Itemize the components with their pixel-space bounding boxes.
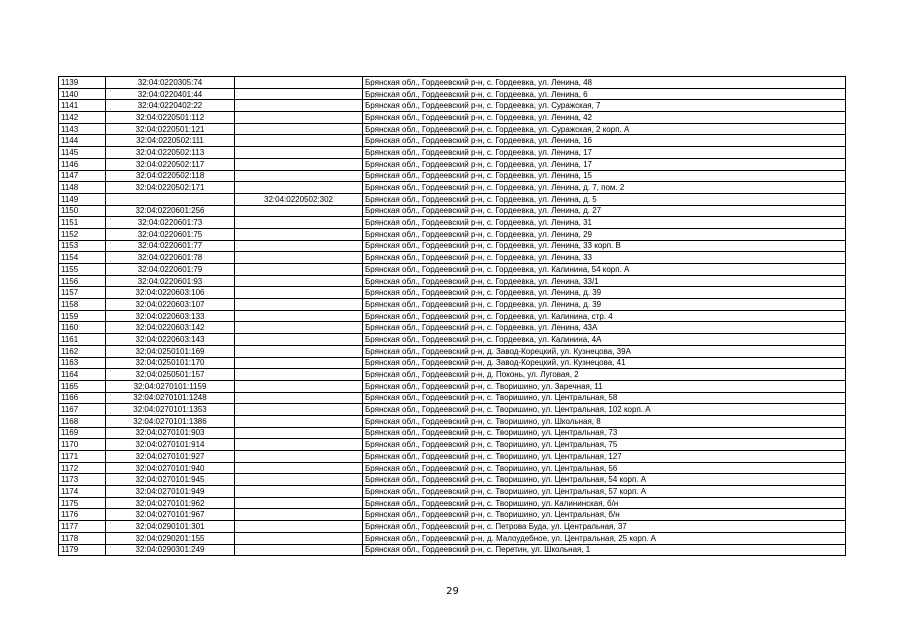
row-number-cell: 1146: [59, 158, 106, 170]
row-number-cell: 1175: [59, 497, 106, 509]
cadastral-number-cell: 32:04:0220603:143: [106, 334, 235, 346]
cadastral-number-cell: 32:04:0220601:93: [106, 275, 235, 287]
table-row: [59, 380, 846, 392]
cadastral-number-cell: 32:04:0220502:118: [106, 170, 235, 182]
cadastral-number-cell: 32:04:0270101:1248: [106, 392, 235, 404]
address-cell: Брянская обл., Гордеевский р-н, с. Творишино, ул. Центральная, 75: [363, 439, 846, 451]
row-number-cell: 1141: [59, 100, 106, 112]
previous-number-cell: [235, 158, 363, 170]
previous-number-cell: [235, 462, 363, 474]
address-cell: Брянская обл., Гордеевский р-н, с. Творишино, ул. Центральная, 56: [363, 462, 846, 474]
address-cell: Брянская обл., Гордеевский р-н, с. Гордеевка, ул. Ленина, 29: [363, 228, 846, 240]
previous-number-cell: [235, 264, 363, 276]
table-row: [59, 182, 846, 194]
cadastral-number-cell: 32:04:0270101:903: [106, 427, 235, 439]
previous-number-cell: [235, 112, 363, 124]
previous-number-cell: [235, 322, 363, 334]
address-cell: Брянская обл., Гордеевский р-н, с. Гордеевка, ул. Ленина, 15: [363, 170, 846, 182]
table-row: [59, 357, 846, 369]
previous-number-cell: [235, 287, 363, 299]
row-number-cell: 1168: [59, 415, 106, 427]
row-number-cell: 1139: [59, 77, 106, 89]
table-row: [59, 310, 846, 322]
cadastral-number-cell: 32:04:0220305:74: [106, 77, 235, 89]
row-number-cell: 1161: [59, 334, 106, 346]
address-cell: Брянская обл., Гордеевский р-н, с. Гордеевка, ул. Калинина, стр. 4: [363, 310, 846, 322]
previous-number-cell: [235, 392, 363, 404]
table-row: [59, 205, 846, 217]
row-number-cell: 1151: [59, 217, 106, 229]
cadastral-number-cell: 32:04:0220603:107: [106, 299, 235, 311]
previous-number-cell: [235, 240, 363, 252]
cadastral-number-cell: 32:04:0270101:967: [106, 509, 235, 521]
table-row: [59, 404, 846, 416]
table-row: [59, 287, 846, 299]
previous-number-cell: [235, 182, 363, 194]
table-row: [59, 544, 846, 556]
address-cell: Брянская обл., Гордеевский р-н, с. Творишино, ул. Центральная, 127: [363, 451, 846, 463]
table-row: [59, 135, 846, 147]
address-cell: Брянская обл., Гордеевский р-н, с. Гордеевка, ул. Ленина, 17: [363, 158, 846, 170]
cadastral-number-cell: 32:04:0270101:914: [106, 439, 235, 451]
table-row: [59, 451, 846, 463]
previous-number-cell: [235, 439, 363, 451]
cadastral-number-cell: [106, 193, 235, 205]
address-cell: Брянская обл., Гордеевский р-н, с. Гордеевка, ул. Ленина, 42: [363, 112, 846, 124]
address-cell: Брянская обл., Гордеевский р-н, с. Гордеевка, ул. Ленина, 48: [363, 77, 846, 89]
address-cell: Брянская обл., Гордеевский р-н, с. Гордеевка, ул. Ленина, д. 27: [363, 205, 846, 217]
cadastral-number-cell: 32:04:0220601:73: [106, 217, 235, 229]
address-cell: Брянская обл., Гордеевский р-н, с. Перетин, ул. Школьная, 1: [363, 544, 846, 556]
address-cell: Брянская обл., Гордеевский р-н, с. Творишино, ул. Заречная, 11: [363, 380, 846, 392]
previous-number-cell: [235, 334, 363, 346]
address-cell: Брянская обл., Гордеевский р-н, с. Гордеевка, ул. Ленина, 17: [363, 147, 846, 159]
address-cell: Брянская обл., Гордеевский р-н, с. Гордеевка, ул. Ленина, д. 39: [363, 287, 846, 299]
row-number-cell: 1140: [59, 88, 106, 100]
previous-number-cell: [235, 532, 363, 544]
previous-number-cell: [235, 310, 363, 322]
cadastral-number-cell: 32:04:0220603:142: [106, 322, 235, 334]
cadastral-number-cell: 32:04:0220502:111: [106, 135, 235, 147]
table-row: [59, 509, 846, 521]
table-row: [59, 299, 846, 311]
row-number-cell: 1147: [59, 170, 106, 182]
previous-number-cell: [235, 369, 363, 381]
row-number-cell: 1165: [59, 380, 106, 392]
table-row: [59, 228, 846, 240]
cadastral-number-cell: 32:04:0290101:301: [106, 521, 235, 533]
table-row: [59, 275, 846, 287]
address-cell: Брянская обл., Гордеевский р-н, д. Малоудебное, ул. Центральная, 25 корп. А: [363, 532, 846, 544]
table-row: [59, 345, 846, 357]
cadastral-number-cell: 32:04:0220502:113: [106, 147, 235, 159]
address-cell: Брянская обл., Гордеевский р-н, с. Гордеевка, ул. Калинина, 54 корп. А: [363, 264, 846, 276]
previous-number-cell: [235, 415, 363, 427]
table-row: [59, 427, 846, 439]
row-number-cell: 1144: [59, 135, 106, 147]
address-cell: Брянская обл., Гордеевский р-н, с. Творишино, ул. Калининская, б/н: [363, 497, 846, 509]
cadastral-number-cell: 32:04:0290301:249: [106, 544, 235, 556]
address-cell: Брянская обл., Гордеевский р-н, с. Гордеевка, ул. Ленина, 6: [363, 88, 846, 100]
row-number-cell: 1163: [59, 357, 106, 369]
address-cell: Брянская обл., Гордеевский р-н, с. Гордеевка, ул. Ленина, 33: [363, 252, 846, 264]
row-number-cell: 1174: [59, 486, 106, 498]
previous-number-cell: [235, 123, 363, 135]
cadastral-number-cell: 32:04:0250501:157: [106, 369, 235, 381]
table-row: [59, 415, 846, 427]
previous-number-cell: [235, 100, 363, 112]
cadastral-number-cell: 32:04:0270101:1386: [106, 415, 235, 427]
row-number-cell: 1155: [59, 264, 106, 276]
row-number-cell: 1156: [59, 275, 106, 287]
cadastral-number-cell: 32:04:0270101:1159: [106, 380, 235, 392]
address-cell: Брянская обл., Гордеевский р-н, с. Гордеевка, ул. Ленина, 33 корп. В: [363, 240, 846, 252]
address-cell: Брянская обл., Гордеевский р-н, с. Гордеевка, ул. Ленина, 43А: [363, 322, 846, 334]
table-row: [59, 112, 846, 124]
page-number: 29: [446, 586, 459, 597]
address-cell: Брянская обл., Гордеевский р-н, с. Творишино, ул. Центральная, 57 корп. А: [363, 486, 846, 498]
row-number-cell: 1154: [59, 252, 106, 264]
cadastral-number-cell: 32:04:0270101:962: [106, 497, 235, 509]
previous-number-cell: [235, 357, 363, 369]
cadastral-number-cell: 32:04:0220501:112: [106, 112, 235, 124]
previous-number-cell: [235, 486, 363, 498]
table-row: [59, 170, 846, 182]
row-number-cell: 1143: [59, 123, 106, 135]
cadastral-number-cell: 32:04:0220501:121: [106, 123, 235, 135]
row-number-cell: 1148: [59, 182, 106, 194]
address-cell: Брянская обл., Гордеевский р-н, д. Завод-Корецкий, ул. Кузнецова, 41: [363, 357, 846, 369]
cadastral-number-cell: 32:04:0220401:44: [106, 88, 235, 100]
address-cell: Брянская обл., Гордеевский р-н, с. Гордеевка, ул. Ленина, д. 39: [363, 299, 846, 311]
cadastral-number-cell: 32:04:0270101:940: [106, 462, 235, 474]
row-number-cell: 1149: [59, 193, 106, 205]
previous-number-cell: [235, 170, 363, 182]
address-cell: Брянская обл., Гордеевский р-н, д. Поконь, ул. Луговая, 2: [363, 369, 846, 381]
cadastral-number-cell: 32:04:0250101:169: [106, 345, 235, 357]
property-register-table: [58, 76, 846, 556]
table-row: [59, 532, 846, 544]
row-number-cell: 1178: [59, 532, 106, 544]
cadastral-number-cell: 32:04:0270101:945: [106, 474, 235, 486]
previous-number-cell: [235, 217, 363, 229]
table-row: [59, 462, 846, 474]
cadastral-number-cell: 32:04:0220601:79: [106, 264, 235, 276]
address-cell: Брянская обл., Гордеевский р-н, с. Гордеевка, ул. Калинина, 4А: [363, 334, 846, 346]
cadastral-number-cell: 32:04:0270101:1353: [106, 404, 235, 416]
table-row: [59, 486, 846, 498]
row-number-cell: 1171: [59, 451, 106, 463]
table-row: [59, 264, 846, 276]
address-cell: Брянская обл., Гордеевский р-н, с. Гордеевка, ул. Ленина, д. 5: [363, 193, 846, 205]
previous-number-cell: [235, 380, 363, 392]
cadastral-number-cell: 32:04:0250101:170: [106, 357, 235, 369]
cadastral-number-cell: 32:04:0220402:22: [106, 100, 235, 112]
previous-number-cell: [235, 205, 363, 217]
table-row: [59, 240, 846, 252]
table-row: [59, 123, 846, 135]
row-number-cell: 1177: [59, 521, 106, 533]
previous-number-cell: [235, 147, 363, 159]
previous-number-cell: [235, 451, 363, 463]
previous-number-cell: [235, 135, 363, 147]
table-row: [59, 147, 846, 159]
table-row: [59, 158, 846, 170]
previous-number-cell: [235, 474, 363, 486]
row-number-cell: 1166: [59, 392, 106, 404]
address-cell: Брянская обл., Гордеевский р-н, с. Творишино, ул. Центральная, 58: [363, 392, 846, 404]
address-cell: Брянская обл., Гордеевский р-н, с. Творишино, ул. Центральная, 54 корп. А: [363, 474, 846, 486]
previous-number-cell: [235, 497, 363, 509]
row-number-cell: 1160: [59, 322, 106, 334]
previous-number-cell: [235, 77, 363, 89]
previous-number-cell: [235, 404, 363, 416]
cadastral-number-cell: 32:04:0220603:106: [106, 287, 235, 299]
register-table-body: [59, 77, 846, 556]
row-number-cell: 1158: [59, 299, 106, 311]
row-number-cell: 1145: [59, 147, 106, 159]
previous-number-cell: [235, 345, 363, 357]
table-row: [59, 369, 846, 381]
table-row: [59, 521, 846, 533]
cadastral-number-cell: 32:04:0220601:75: [106, 228, 235, 240]
row-number-cell: 1172: [59, 462, 106, 474]
table-row: [59, 322, 846, 334]
row-number-cell: 1152: [59, 228, 106, 240]
table-row: [59, 474, 846, 486]
address-cell: Брянская обл., Гордеевский р-н, с. Творишино, ул. Центральная, б/н: [363, 509, 846, 521]
table-row: [59, 193, 846, 205]
cadastral-number-cell: 32:04:0220601:256: [106, 205, 235, 217]
address-cell: Брянская обл., Гордеевский р-н, с. Творишино, ул. Центральная, 73: [363, 427, 846, 439]
row-number-cell: 1142: [59, 112, 106, 124]
table-row: [59, 334, 846, 346]
previous-number-cell: 32:04:0220502:302: [235, 193, 363, 205]
cadastral-number-cell: 32:04:0290201:155: [106, 532, 235, 544]
previous-number-cell: [235, 252, 363, 264]
cadastral-number-cell: 32:04:0220603:133: [106, 310, 235, 322]
table-row: [59, 497, 846, 509]
row-number-cell: 1173: [59, 474, 106, 486]
row-number-cell: 1162: [59, 345, 106, 357]
cadastral-number-cell: 32:04:0220601:77: [106, 240, 235, 252]
row-number-cell: 1179: [59, 544, 106, 556]
row-number-cell: 1153: [59, 240, 106, 252]
row-number-cell: 1167: [59, 404, 106, 416]
address-cell: Брянская обл., Гордеевский р-н, с. Гордеевка, ул. Ленина, 16: [363, 135, 846, 147]
cadastral-number-cell: 32:04:0270101:949: [106, 486, 235, 498]
table-row: [59, 100, 846, 112]
cadastral-number-cell: 32:04:0220502:171: [106, 182, 235, 194]
row-number-cell: 1150: [59, 205, 106, 217]
address-cell: Брянская обл., Гордеевский р-н, с. Гордеевка, ул. Ленина, 33/1: [363, 275, 846, 287]
table-row: [59, 439, 846, 451]
row-number-cell: 1169: [59, 427, 106, 439]
cadastral-number-cell: 32:04:0220601:78: [106, 252, 235, 264]
previous-number-cell: [235, 88, 363, 100]
cadastral-number-cell: 32:04:0270101:927: [106, 451, 235, 463]
table-row: [59, 252, 846, 264]
address-cell: Брянская обл., Гордеевский р-н, с. Творишино, ул. Школьная, 8: [363, 415, 846, 427]
previous-number-cell: [235, 544, 363, 556]
previous-number-cell: [235, 299, 363, 311]
row-number-cell: 1159: [59, 310, 106, 322]
address-cell: Брянская обл., Гордеевский р-н, с. Гордеевка, ул. Ленина, д. 7, пом. 2: [363, 182, 846, 194]
table-row: [59, 77, 846, 89]
address-cell: Брянская обл., Гордеевский р-н, с. Гордеевка, ул. Ленина, 31: [363, 217, 846, 229]
previous-number-cell: [235, 427, 363, 439]
row-number-cell: 1164: [59, 369, 106, 381]
table-row: [59, 217, 846, 229]
table-row: [59, 392, 846, 404]
row-number-cell: 1176: [59, 509, 106, 521]
row-number-cell: 1157: [59, 287, 106, 299]
previous-number-cell: [235, 275, 363, 287]
previous-number-cell: [235, 509, 363, 521]
row-number-cell: 1170: [59, 439, 106, 451]
previous-number-cell: [235, 228, 363, 240]
previous-number-cell: [235, 521, 363, 533]
address-cell: Брянская обл., Гордеевский р-н, с. Творишино, ул. Центральная, 102 корп. А: [363, 404, 846, 416]
table-row: [59, 88, 846, 100]
address-cell: Брянская обл., Гордеевский р-н, с. Петрова Буда, ул. Центральная, 37: [363, 521, 846, 533]
address-cell: Брянская обл., Гордеевский р-н, с. Гордеевка, ул. Суражская, 2 корп. А: [363, 123, 846, 135]
cadastral-number-cell: 32:04:0220502:117: [106, 158, 235, 170]
address-cell: Брянская обл., Гордеевский р-н, д. Завод-Корецкий, ул. Кузнецова, 39А: [363, 345, 846, 357]
address-cell: Брянская обл., Гордеевский р-н, с. Гордеевка, ул. Суражская, 7: [363, 100, 846, 112]
